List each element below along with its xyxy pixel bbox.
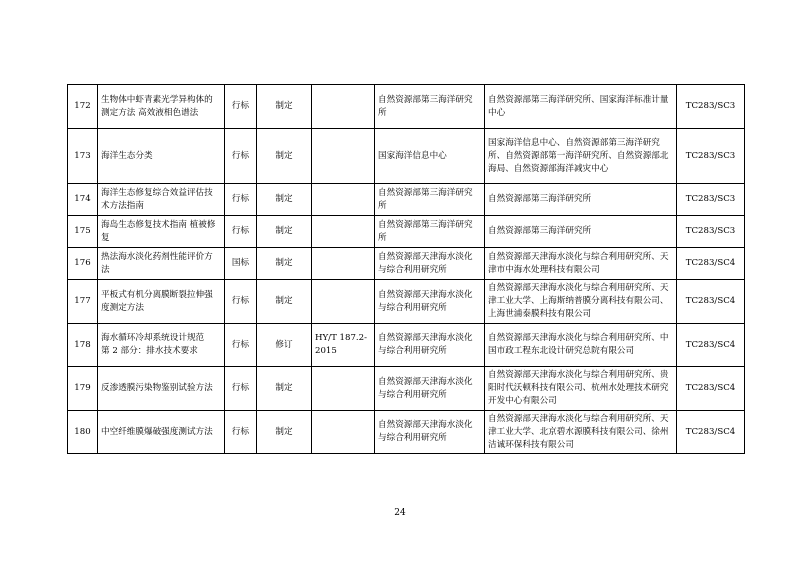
drafting-organizations-cell: 自然资源部第三海洋研究所、国家海洋标准计量中心 bbox=[485, 85, 677, 129]
standard-category-cell: 行标 bbox=[225, 85, 257, 129]
project-type-cell: 制定 bbox=[257, 85, 312, 129]
standard-category-cell: 行标 bbox=[225, 324, 257, 367]
drafting-organizations-cell: 自然资源部天津海水淡化与综合利用研究所、贵阳时代沃顿科技有限公司、杭州水处理技术研究开发中心有限公司 bbox=[485, 367, 677, 411]
replaced-standard-cell bbox=[312, 411, 375, 454]
replaced-standard-cell bbox=[312, 280, 375, 324]
standard-name-cell: 海洋生态修复综合效益评估技术方法指南 bbox=[98, 184, 225, 216]
row-number-cell: 177 bbox=[68, 280, 98, 324]
lead-organization-cell: 自然资源部第三海洋研究所 bbox=[375, 184, 485, 216]
drafting-organizations-cell: 自然资源部第三海洋研究所 bbox=[485, 216, 677, 248]
lead-organization-cell: 国家海洋信息中心 bbox=[375, 129, 485, 184]
standard-name-cell: 海水循环冷却系统设计规范 第 2 部分：排水技术要求 bbox=[98, 324, 225, 367]
table-row bbox=[68, 184, 745, 216]
project-type-cell: 制定 bbox=[257, 216, 312, 248]
row-number-cell: 178 bbox=[68, 324, 98, 367]
table-row bbox=[68, 216, 745, 248]
lead-organization-cell: 自然资源部天津海水淡化与综合利用研究所 bbox=[375, 280, 485, 324]
technical-committee-cell: TC283/SC4 bbox=[677, 324, 745, 367]
replaced-standard-cell bbox=[312, 248, 375, 280]
table-row bbox=[68, 85, 745, 129]
standard-category-cell: 行标 bbox=[225, 411, 257, 454]
technical-committee-cell: TC283/SC3 bbox=[677, 216, 745, 248]
project-type-cell: 制定 bbox=[257, 280, 312, 324]
technical-committee-cell: TC283/SC3 bbox=[677, 129, 745, 184]
drafting-organizations-cell: 自然资源部天津海水淡化与综合利用研究所、天津市中海水处理科技有限公司 bbox=[485, 248, 677, 280]
replaced-standard-cell: HY/T 187.2-2015 bbox=[312, 324, 375, 367]
technical-committee-cell: TC283/SC3 bbox=[677, 184, 745, 216]
project-type-cell: 制定 bbox=[257, 367, 312, 411]
replaced-standard-cell bbox=[312, 129, 375, 184]
row-number-cell: 176 bbox=[68, 248, 98, 280]
drafting-organizations-cell: 自然资源部天津海水淡化与综合利用研究所、天津工业大学、北京碧水源膜科技有限公司、徐州洁诚环保科技有限公司 bbox=[485, 411, 677, 454]
drafting-organizations-cell: 自然资源部天津海水淡化与综合利用研究所、天津工业大学、上海斯纳普膜分离科技有限公司、上海世浦泰膜科技有限公司 bbox=[485, 280, 677, 324]
standard-category-cell: 国标 bbox=[225, 248, 257, 280]
row-number-cell: 179 bbox=[68, 367, 98, 411]
lead-organization-cell: 自然资源部天津海水淡化与综合利用研究所 bbox=[375, 324, 485, 367]
standard-name-cell: 中空纤维膜爆破强度测试方法 bbox=[98, 411, 225, 454]
technical-committee-cell: TC283/SC4 bbox=[677, 367, 745, 411]
standard-category-cell: 行标 bbox=[225, 184, 257, 216]
table-row bbox=[68, 129, 745, 184]
standard-category-cell: 行标 bbox=[225, 280, 257, 324]
standard-category-cell: 行标 bbox=[225, 216, 257, 248]
page-number: 24 bbox=[394, 508, 406, 518]
project-type-cell: 修订 bbox=[257, 324, 312, 367]
standard-name-cell: 海岛生态修复技术指南 植被修复 bbox=[98, 216, 225, 248]
replaced-standard-cell bbox=[312, 85, 375, 129]
row-number-cell: 174 bbox=[68, 184, 98, 216]
lead-organization-cell: 自然资源部天津海水淡化与综合利用研究所 bbox=[375, 248, 485, 280]
replaced-standard-cell bbox=[312, 367, 375, 411]
project-type-cell: 制定 bbox=[257, 129, 312, 184]
table-row bbox=[68, 248, 745, 280]
table-row bbox=[68, 411, 745, 454]
drafting-organizations-cell: 自然资源部第三海洋研究所 bbox=[485, 184, 677, 216]
row-number-cell: 172 bbox=[68, 85, 98, 129]
standard-name-cell: 反渗透膜污染物鉴别试验方法 bbox=[98, 367, 225, 411]
project-type-cell: 制定 bbox=[257, 411, 312, 454]
standard-category-cell: 行标 bbox=[225, 367, 257, 411]
lead-organization-cell: 自然资源部第三海洋研究所 bbox=[375, 85, 485, 129]
standards-table bbox=[67, 84, 745, 454]
drafting-organizations-cell: 国家海洋信息中心、自然资源部第三海洋研究所、自然资源部第一海洋研究所、自然资源部北海局、自然资源部海洋减灾中心 bbox=[485, 129, 677, 184]
row-number-cell: 175 bbox=[68, 216, 98, 248]
row-number-cell: 173 bbox=[68, 129, 98, 184]
table-row bbox=[68, 367, 745, 411]
lead-organization-cell: 自然资源部第三海洋研究所 bbox=[375, 216, 485, 248]
table-row bbox=[68, 324, 745, 367]
drafting-organizations-cell: 自然资源部天津海水淡化与综合利用研究所、中国市政工程东北设计研究总院有限公司 bbox=[485, 324, 677, 367]
technical-committee-cell: TC283/SC3 bbox=[677, 85, 745, 129]
standard-category-cell: 行标 bbox=[225, 129, 257, 184]
project-type-cell: 制定 bbox=[257, 184, 312, 216]
standard-name-cell: 平板式有机分离膜断裂拉伸强度测定方法 bbox=[98, 280, 225, 324]
row-number-cell: 180 bbox=[68, 411, 98, 454]
standard-name-cell: 热法海水淡化药剂性能评价方法 bbox=[98, 248, 225, 280]
replaced-standard-cell bbox=[312, 216, 375, 248]
standard-name-cell: 海洋生态分类 bbox=[98, 129, 225, 184]
replaced-standard-cell bbox=[312, 184, 375, 216]
project-type-cell: 制定 bbox=[257, 248, 312, 280]
technical-committee-cell: TC283/SC4 bbox=[677, 280, 745, 324]
table-row bbox=[68, 280, 745, 324]
technical-committee-cell: TC283/SC4 bbox=[677, 248, 745, 280]
lead-organization-cell: 自然资源部天津海水淡化与综合利用研究所 bbox=[375, 411, 485, 454]
standard-name-cell: 生物体中虾青素光学异构体的测定方法 高效液相色谱法 bbox=[98, 85, 225, 129]
technical-committee-cell: TC283/SC4 bbox=[677, 411, 745, 454]
lead-organization-cell: 自然资源部天津海水淡化与综合利用研究所 bbox=[375, 367, 485, 411]
